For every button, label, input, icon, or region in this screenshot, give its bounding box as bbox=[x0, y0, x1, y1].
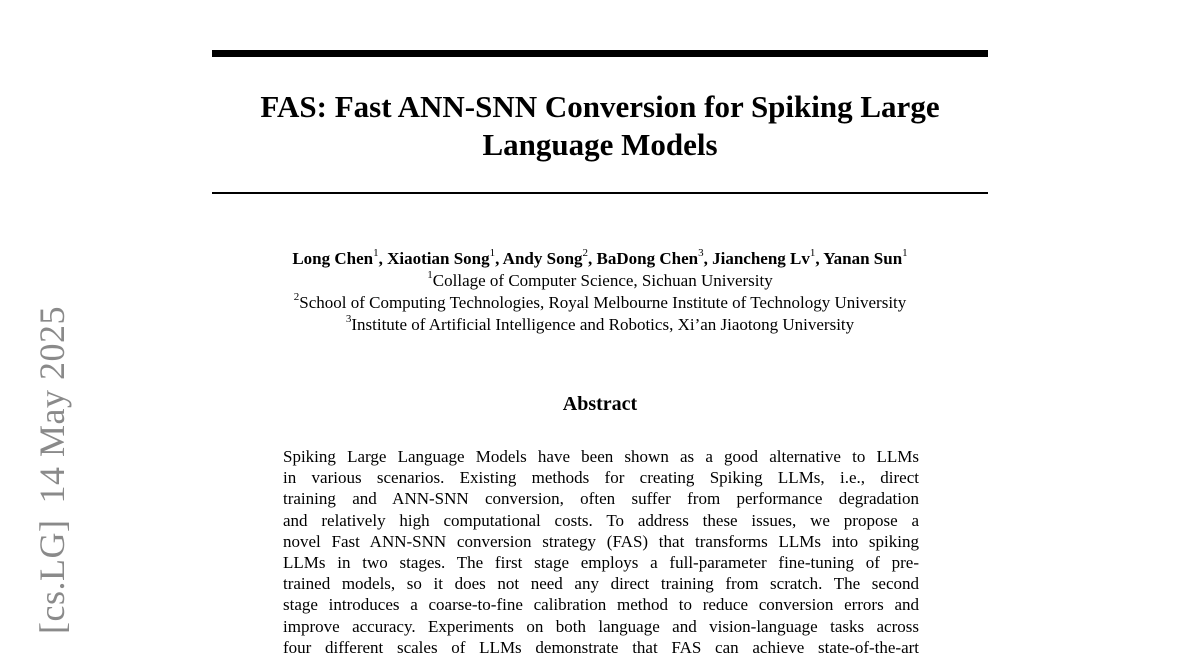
affiliation-line bbox=[212, 270, 988, 292]
author-affiliation-mark: 3 bbox=[698, 247, 704, 260]
arxiv-date: 14 May 2025 bbox=[32, 306, 72, 504]
abstract-line: and relatively high computational costs. To address these issues, we propose a bbox=[283, 510, 919, 530]
affiliation-line bbox=[212, 314, 988, 336]
title-top-rule bbox=[212, 50, 988, 57]
author-affiliation-mark: 2 bbox=[582, 247, 589, 260]
author-affiliation-mark: 1 bbox=[489, 247, 496, 260]
abstract-line: Spiking Large Language Models have been shown as a good alternative to LLMs bbox=[283, 447, 919, 466]
abstract-line: trained models, so it does not need any direct training from scratch. The second bbox=[283, 574, 919, 594]
affiliation-text: Collage of Computer Science, Sichuan University bbox=[432, 271, 773, 290]
author-affiliation-mark: 1 bbox=[373, 247, 379, 260]
author-name: Jiancheng Lv bbox=[712, 249, 810, 268]
abstract-line: LLMs in two stages. The first stage employs a full-parameter fine-tuning of pre- bbox=[283, 553, 919, 573]
abstract-line: improve accuracy. Experiments on both language and vision-language tasks across bbox=[283, 616, 919, 636]
abstract-line: novel Fast ANN-SNN conversion strategy (FAS) that transforms LLMs into spiking bbox=[283, 531, 919, 551]
abstract-line: four different scales of LLMs demonstrate that FAS can achieve state-of-the-art bbox=[283, 637, 919, 657]
affiliation-number: 2 bbox=[293, 291, 300, 304]
arxiv-stamp bbox=[31, 306, 73, 634]
author-name: BaDong Chen bbox=[596, 249, 699, 268]
author-name: Long Chen bbox=[292, 249, 374, 268]
affiliation-text: Institute of Artificial Intelligence and Robotics, Xi’an Jiaotong University bbox=[351, 315, 855, 334]
affiliation-text: School of Computing Technologies, Royal Melbourne Institute of Technology University bbox=[299, 293, 907, 312]
author-name: Yanan Sun bbox=[823, 249, 903, 268]
abstract-body bbox=[283, 446, 919, 658]
abstract-line: training and ANN-SNN conversion, often suffer from performance degradation bbox=[283, 489, 919, 509]
author-name: Xiaotian Song bbox=[387, 249, 490, 268]
affiliation-number: 3 bbox=[345, 313, 352, 326]
abstract-line: stage introduces a coarse-to-fine calibration method to reduce conversion errors and bbox=[283, 595, 919, 615]
abstract-heading: Abstract bbox=[562, 393, 638, 415]
author-affiliation-mark: 1 bbox=[902, 247, 908, 260]
author-list: Long Chen$^1$, Xiaotian Song$^1$, Andy Song$^2$, BaDong Chen$^3$, Jiancheng Lv$^1$, Yanan Sun$^1$ bbox=[292, 247, 908, 268]
affiliation-number: 1 bbox=[427, 269, 433, 282]
title-line-1: FAS: Fast ANN-SNN Conversion for Spiking Large bbox=[260, 89, 940, 124]
affiliation-line bbox=[212, 292, 988, 314]
title-bottom-rule bbox=[212, 192, 988, 194]
abstract-line: in various scenarios. Existing methods for creating Spiking LLMs, i.e., direct bbox=[283, 468, 919, 488]
paper-title bbox=[212, 88, 988, 164]
author-block bbox=[212, 248, 988, 336]
title-line-2: Language Models bbox=[482, 127, 718, 162]
author-affiliation-mark: 1 bbox=[809, 247, 816, 260]
arxiv-category: [cs.LG] bbox=[32, 519, 72, 634]
author-name: Andy Song bbox=[502, 249, 583, 268]
